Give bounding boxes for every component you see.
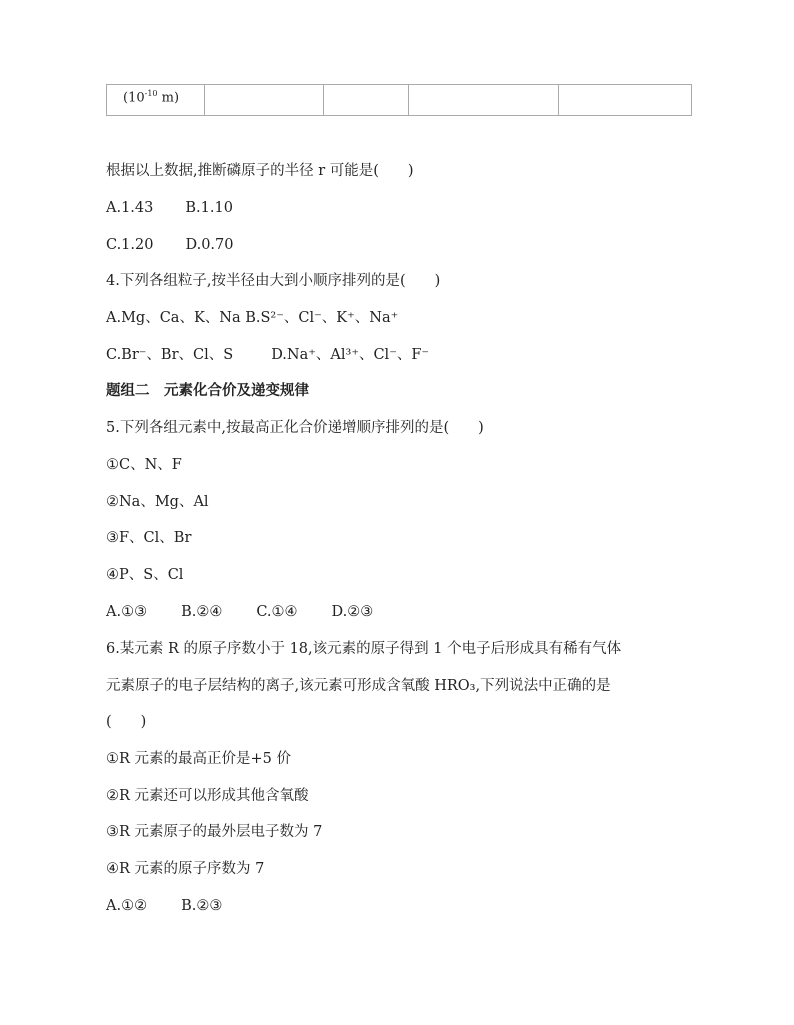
option-a: A.①② bbox=[106, 898, 148, 914]
question-3-stem: 根据以上数据,推断磷原子的半径 r 可能是( ) bbox=[106, 163, 414, 179]
option-b: B.②④ bbox=[181, 604, 223, 620]
question-3-options-cd bbox=[106, 235, 234, 255]
unit-text: (10 bbox=[123, 90, 145, 106]
unit-exponent: -10 bbox=[144, 89, 158, 98]
question-5-item-4: ④P、S、Cl bbox=[106, 567, 184, 583]
question-6-item-1: ①R 元素的最高正价是+5 价 bbox=[106, 751, 292, 767]
option-b: B.②③ bbox=[181, 898, 223, 914]
question-6-options bbox=[106, 896, 222, 916]
question-5-options bbox=[106, 602, 373, 622]
table-cell bbox=[409, 85, 559, 116]
option-d: D.Na⁺、Al³⁺、Cl⁻、F⁻ bbox=[271, 347, 430, 363]
table-cell bbox=[205, 85, 324, 116]
question-6-item-2: ②R 元素还可以形成其他含氧酸 bbox=[106, 788, 309, 804]
option-c: C.Br⁻、Br、Cl、S bbox=[106, 347, 234, 363]
question-4-options-cd bbox=[106, 345, 429, 365]
option-d: D.0.70 bbox=[185, 237, 234, 253]
option-c: C.1.20 bbox=[106, 237, 154, 253]
question-6-item-4: ④R 元素的原子序数为 7 bbox=[106, 861, 265, 877]
option-c: C.①④ bbox=[256, 604, 298, 620]
table-cell bbox=[324, 85, 409, 116]
section-heading: 题组二 元素化合价及递变规律 bbox=[106, 383, 309, 399]
question-5-stem: 5.下列各组元素中,按最高正化合价递增顺序排列的是( ) bbox=[106, 420, 484, 436]
question-4-stem: 4.下列各组粒子,按半径由大到小顺序排列的是( ) bbox=[106, 273, 441, 289]
question-5-item-2: ②Na、Mg、Al bbox=[106, 494, 209, 510]
table-row bbox=[107, 85, 692, 116]
option-d: D.②③ bbox=[331, 604, 374, 620]
question-4-options-ab: A.Mg、Ca、K、Na B.S²⁻、Cl⁻、K⁺、Na⁺ bbox=[106, 310, 399, 326]
question-5-item-3: ③F、Cl、Br bbox=[106, 530, 192, 546]
question-3-options-ab bbox=[106, 198, 233, 218]
question-5-item-1: ①C、N、F bbox=[106, 457, 182, 473]
data-table-fragment bbox=[106, 84, 692, 116]
question-6-line-1: 6.某元素 R 的原子序数小于 18,该元素的原子得到 1 个电子后形成具有稀有气体 bbox=[106, 641, 622, 657]
option-b: B.1.10 bbox=[185, 200, 233, 216]
unit-text-suffix: m) bbox=[157, 90, 180, 106]
table-cell bbox=[559, 85, 692, 116]
question-6-line-3: ( ) bbox=[106, 714, 147, 730]
option-a: A.1.43 bbox=[106, 200, 154, 216]
question-6-item-3: ③R 元素原子的最外层电子数为 7 bbox=[106, 824, 323, 840]
unit-cell bbox=[107, 85, 205, 116]
question-6-line-2: 元素原子的电子层结构的离子,该元素可形成含氧酸 HRO₃,下列说法中正确的是 bbox=[106, 678, 611, 694]
option-a: A.①③ bbox=[106, 604, 148, 620]
